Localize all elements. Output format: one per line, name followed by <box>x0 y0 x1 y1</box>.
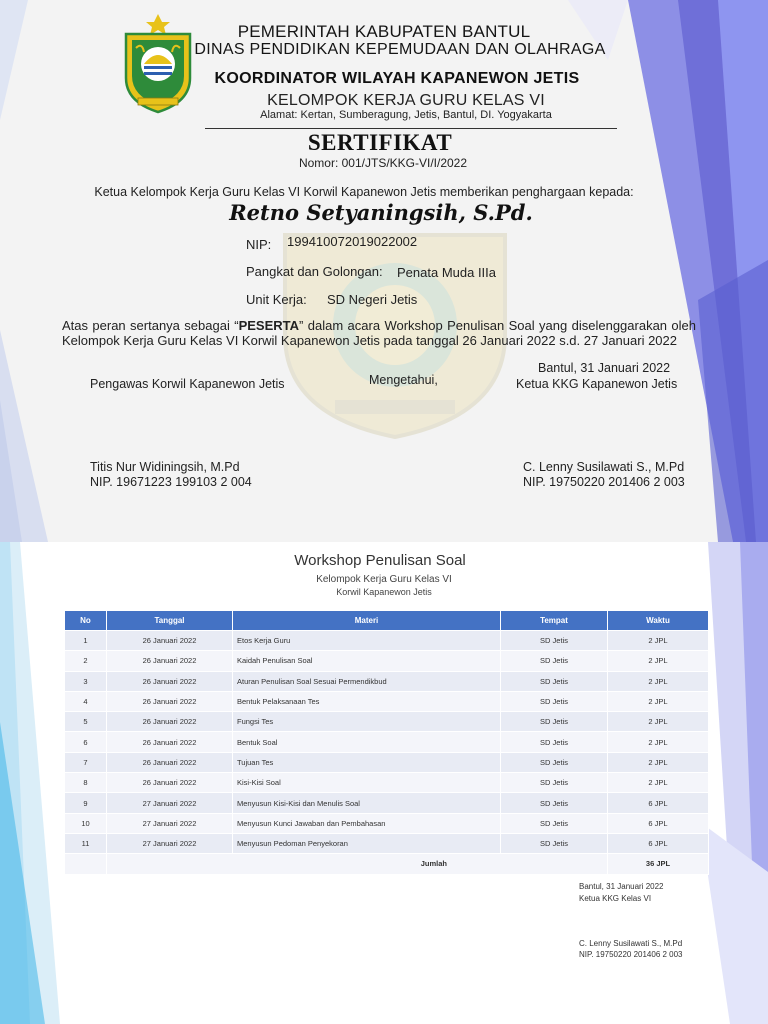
row-number: 8 <box>65 773 107 793</box>
left-signatory-nip: NIP. 19671223 199103 2 004 <box>90 475 252 489</box>
government-line: PEMERINTAH KABUPATEN BANTUL <box>237 22 531 41</box>
column-header: Tempat <box>501 611 608 631</box>
row-topic: Fungsi Tes <box>233 712 501 732</box>
column-header: No <box>65 611 107 631</box>
row-venue: SD Jetis <box>501 671 608 691</box>
row-topic: Bentuk Soal <box>233 732 501 752</box>
rank-value: Penata Muda IIIa <box>397 265 497 280</box>
row-date: 27 Januari 2022 <box>107 813 233 833</box>
schedule-signatory-nip: NIP. 19750220 201406 2 003 <box>579 950 683 959</box>
department-line: DINAS PENDIDIKAN KEPEMUDAAN DAN OLAHRAGA <box>194 41 606 58</box>
certificate-number: Nomor: 001/JTS/KKG-VI/I/2022 <box>298 156 468 170</box>
row-venue: SD Jetis <box>501 631 608 651</box>
empty-cell <box>65 854 107 874</box>
row-topic: Bentuk Pelaksanaan Tes <box>233 691 501 711</box>
total-row <box>65 854 709 874</box>
row-number: 1 <box>65 631 107 651</box>
statement-suffix: ” dalam acara Workshop Penulisan Soal yang diselenggarakan oleh Kelompok Kerja Guru Kelas VI Korwil Kapanewon Jetis pada tanggal 26 Januari 2022 s.d. 27 Januari 2022 <box>62 318 696 348</box>
schedule-place-date: Bantul, 31 Januari 2022 <box>579 882 664 891</box>
coordinator-line: KOORDINATOR WILAYAH KAPANEWON JETIS <box>214 70 580 87</box>
row-venue: SD Jetis <box>501 651 608 671</box>
header-divider <box>205 128 617 129</box>
table-row <box>65 732 709 752</box>
participation-statement <box>62 318 696 348</box>
nip-value: 199410072019022002 <box>287 234 418 249</box>
column-header: Tanggal <box>107 611 233 631</box>
row-date: 26 Januari 2022 <box>107 691 233 711</box>
table-row <box>65 773 709 793</box>
row-venue: SD Jetis <box>501 691 608 711</box>
nip-label: NIP: <box>246 237 272 252</box>
unit-value: SD Negeri Jetis <box>327 292 418 307</box>
table-row <box>65 752 709 772</box>
left-signatory-title: Pengawas Korwil Kapanewon Jetis <box>90 377 285 391</box>
row-date: 26 Januari 2022 <box>107 631 233 651</box>
row-duration: 6 JPL <box>608 833 709 853</box>
row-number: 2 <box>65 651 107 671</box>
table-row <box>65 691 709 711</box>
total-value: 36 JPL <box>608 854 709 874</box>
row-topic: Aturan Penulisan Soal Sesuai Permendikbud <box>233 671 501 691</box>
row-number: 5 <box>65 712 107 732</box>
rank-label: Pangkat dan Golongan: <box>246 264 383 279</box>
participant-role: PESERTA <box>238 318 300 333</box>
row-duration: 2 JPL <box>608 671 709 691</box>
row-date: 26 Januari 2022 <box>107 752 233 772</box>
table-row <box>65 813 709 833</box>
row-venue: SD Jetis <box>501 833 608 853</box>
row-number: 11 <box>65 833 107 853</box>
left-signatory-name: Titis Nur Widiningsih, M.Pd <box>90 460 240 474</box>
row-venue: SD Jetis <box>501 712 608 732</box>
row-number: 4 <box>65 691 107 711</box>
table-row <box>65 631 709 651</box>
schedule-table <box>64 610 709 875</box>
award-intro: Ketua Kelompok Kerja Guru Kelas VI Korwil Kapanewon Jetis memberikan penghargaan kepada: <box>94 185 634 199</box>
row-duration: 6 JPL <box>608 793 709 813</box>
schedule-subtitle-group: Kelompok Kerja Guru Kelas VI <box>316 574 452 585</box>
right-signatory-title: Ketua KKG Kapanewon Jetis <box>516 377 678 391</box>
table-row <box>65 833 709 853</box>
row-duration: 2 JPL <box>608 631 709 651</box>
row-topic: Kisi-Kisi Soal <box>233 773 501 793</box>
schedule-signatory-title: Ketua KKG Kelas VI <box>579 894 652 903</box>
row-number: 9 <box>65 793 107 813</box>
place-date: Bantul, 31 Januari 2022 <box>538 361 671 375</box>
row-number: 3 <box>65 671 107 691</box>
column-header: Materi <box>233 611 501 631</box>
workshop-schedule <box>0 542 768 1024</box>
row-duration: 2 JPL <box>608 732 709 752</box>
row-venue: SD Jetis <box>501 813 608 833</box>
row-duration: 2 JPL <box>608 752 709 772</box>
total-label: Jumlah <box>107 854 608 874</box>
certificate-title: SERTIFIKAT <box>307 130 453 155</box>
row-topic: Etos Kerja Guru <box>233 631 501 651</box>
schedule-title: Workshop Penulisan Soal <box>294 552 466 569</box>
row-topic: Kaidah Penulisan Soal <box>233 651 501 671</box>
row-date: 26 Januari 2022 <box>107 732 233 752</box>
row-date: 26 Januari 2022 <box>107 651 233 671</box>
table-row <box>65 671 709 691</box>
row-date: 26 Januari 2022 <box>107 773 233 793</box>
statement-prefix: Atas peran sertanya sebagai “ <box>62 318 239 333</box>
column-header: Waktu <box>608 611 709 631</box>
schedule-signatory-name: C. Lenny Susilawati S., M.Pd <box>579 939 683 948</box>
row-venue: SD Jetis <box>501 732 608 752</box>
row-number: 6 <box>65 732 107 752</box>
row-duration: 2 JPL <box>608 691 709 711</box>
row-number: 7 <box>65 752 107 772</box>
table-row <box>65 793 709 813</box>
right-signatory-nip: NIP. 19750220 201406 2 003 <box>523 475 685 489</box>
row-topic: Menyusun Kisi-Kisi dan Menulis Soal <box>233 793 501 813</box>
table-row <box>65 712 709 732</box>
table-header-row <box>65 611 709 631</box>
row-number: 10 <box>65 813 107 833</box>
row-venue: SD Jetis <box>501 752 608 772</box>
table-row <box>65 651 709 671</box>
row-date: 27 Januari 2022 <box>107 833 233 853</box>
row-duration: 2 JPL <box>608 651 709 671</box>
row-topic: Tujuan Tes <box>233 752 501 772</box>
working-group-line: KELOMPOK KERJA GURU KELAS VI <box>267 92 545 109</box>
row-duration: 2 JPL <box>608 712 709 732</box>
row-venue: SD Jetis <box>501 793 608 813</box>
row-topic: Menyusun Kunci Jawaban dan Pembahasan <box>233 813 501 833</box>
row-topic: Menyusun Pedoman Penyekoran <box>233 833 501 853</box>
row-venue: SD Jetis <box>501 773 608 793</box>
row-date: 27 Januari 2022 <box>107 793 233 813</box>
row-date: 26 Januari 2022 <box>107 671 233 691</box>
address-line: Alamat: Kertan, Sumberagung, Jetis, Bantul, DI. Yogyakarta <box>260 109 552 121</box>
row-date: 26 Januari 2022 <box>107 712 233 732</box>
acknowledged-label: Mengetahui, <box>369 373 438 387</box>
right-signatory-name: C. Lenny Susilawati S., M.Pd <box>523 460 685 474</box>
row-duration: 2 JPL <box>608 773 709 793</box>
row-duration: 6 JPL <box>608 813 709 833</box>
unit-label: Unit Kerja: <box>246 292 307 307</box>
schedule-subtitle-area: Korwil Kapanewon Jetis <box>336 587 432 597</box>
recipient-name: Retno Setyaningsih, S.Pd. <box>229 200 533 225</box>
